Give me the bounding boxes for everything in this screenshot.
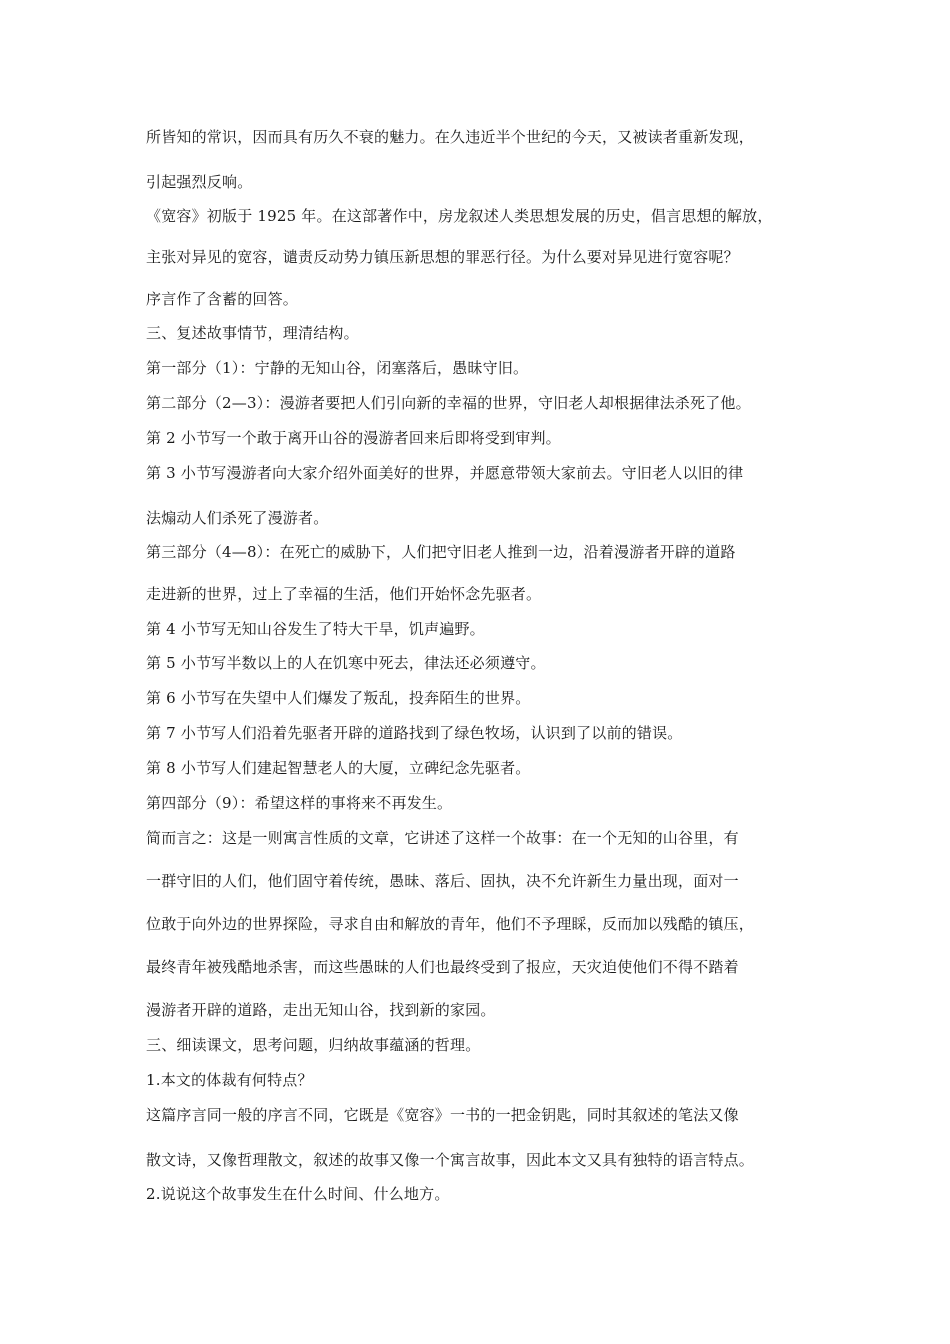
text-line: 所皆知的常识，因而具有历久不衰的魅力。在久违近半个世纪的今天，又被读者重新发现，	[146, 128, 755, 146]
text-line: 第 8 小节写人们建起智慧老人的大厦，立碑纪念先驱者。	[146, 759, 531, 777]
text-line: 第三部分（4—8）：在死亡的威胁下，人们把守旧老人推到一边，沿着漫游者开辟的道路	[146, 543, 736, 561]
text-line: 引起强烈反响。	[146, 173, 253, 191]
text-line: 《宽容》初版于 1925 年。在这部著作中，房龙叙述人类思想发展的历史，倡言思想的解放，	[146, 207, 773, 225]
text-line: 序言作了含蓄的回答。	[146, 290, 299, 308]
text-line: 法煽动人们杀死了漫游者。	[146, 509, 329, 527]
text-line: 漫游者开辟的道路，走出无知山谷，找到新的家园。	[146, 1001, 496, 1019]
question-heading: 2.说说这个故事发生在什么时间、什么地方。	[146, 1185, 450, 1203]
text-line: 第四部分（9）：希望这样的事将来不再发生。	[146, 794, 453, 812]
text-line: 最终青年被残酷地杀害，而这些愚昧的人们也最终受到了报应，天灾迫使他们不得不踏着	[146, 958, 739, 976]
text-line: 第一部分（1）：宁静的无知山谷，闭塞落后，愚昧守旧。	[146, 359, 529, 377]
text-line: 简而言之：这是一则寓言性质的文章，它讲述了这样一个故事：在一个无知的山谷里，有	[146, 829, 739, 847]
text-line: 第 2 小节写一个敢于离开山谷的漫游者回来后即将受到审判。	[146, 429, 561, 447]
text-line: 走进新的世界，过上了幸福的生活，他们开始怀念先驱者。	[146, 585, 542, 603]
section-heading: 三、细读课文，思考问题，归纳故事蕴涵的哲理。	[146, 1036, 481, 1054]
text-line: 位敢于向外边的世界探险，寻求自由和解放的青年，他们不予理睬，反而加以残酷的镇压，	[146, 915, 755, 933]
text-line: 主张对异见的宽容，谴责反动势力镇压新思想的罪恶行径。为什么要对异见进行宽容呢？	[146, 248, 739, 266]
text-line: 散文诗，又像哲理散文，叙述的故事又像一个寓言故事，因此本文又具有独特的语言特点。	[146, 1151, 755, 1169]
text-line: 第 7 小节写人们沿着先驱者开辟的道路找到了绿色牧场，认识到了以前的错误。	[146, 724, 683, 742]
text-line: 这篇序言同一般的序言不同，它既是《宽容》一书的一把金钥匙，同时其叙述的笔法又像	[146, 1106, 739, 1124]
section-heading: 三、复述故事情节，理清结构。	[146, 324, 359, 342]
text-line: 第二部分（2—3）：漫游者要把人们引向新的幸福的世界，守旧老人却根据律法杀死了他。	[146, 394, 751, 412]
text-line: 第 3 小节写漫游者向大家介绍外面美好的世界，并愿意带领大家前去。守旧老人以旧的律	[146, 464, 744, 482]
text-line: 第 5 小节写半数以上的人在饥寒中死去，律法还必须遵守。	[146, 654, 546, 672]
question-heading: 1.本文的体裁有何特点？	[146, 1071, 313, 1089]
text-line: 第 4 小节写无知山谷发生了特大干旱，饥声遍野。	[146, 620, 485, 638]
text-line: 一群守旧的人们，他们固守着传统，愚昧、落后、固执，决不允许新生力量出现，面对一	[146, 872, 739, 890]
text-line: 第 6 小节写在失望中人们爆发了叛乱，投奔陌生的世界。	[146, 689, 531, 707]
